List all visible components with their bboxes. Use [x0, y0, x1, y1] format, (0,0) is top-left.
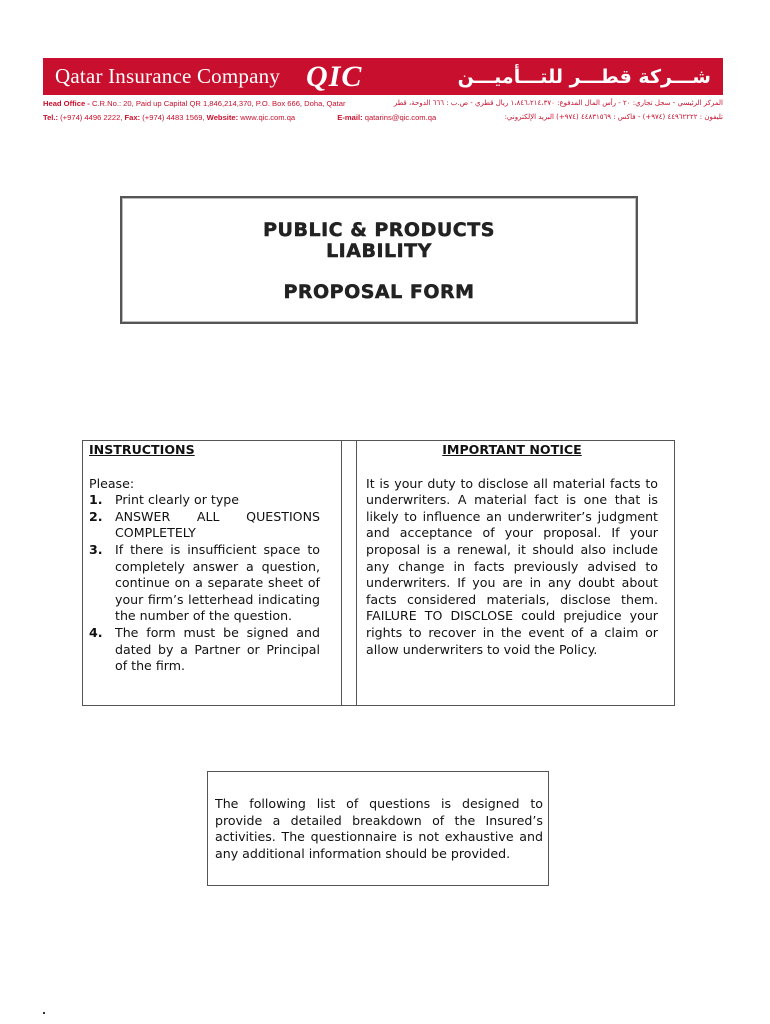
head-office-label: Head Office -	[43, 99, 90, 108]
instructions-list	[89, 492, 320, 675]
email-label: E-mail:	[337, 113, 363, 122]
item-text: If there is insufficient space to completely answer a question, continue on a separate sheet of your firm’s letterhead indicating the number of the question.	[115, 541, 320, 624]
list-item	[89, 625, 320, 675]
company-name-en: Qatar Insurance Company	[55, 64, 281, 88]
list-item	[89, 542, 320, 625]
tel-label: Tel.:	[43, 113, 59, 122]
head-office-text: C.R.No.: 20, Paid up Capital QR 1,846,214,370, P.O. Box 666, Doha, Qatar	[89, 99, 346, 108]
instructions-heading: INSTRUCTIONS	[89, 442, 195, 457]
item-number: 4.	[89, 624, 103, 640]
title-line-3: PROPOSAL FORM	[283, 281, 475, 303]
item-number: 3.	[89, 541, 103, 557]
questionnaire-info-text: The following list of questions is designed to provide a detailed breakdown of the Insured’s activities. The questionnaire is not exhaustive and any additional information should be provided.	[215, 796, 543, 861]
fax-label: Fax:	[124, 113, 141, 122]
item-text: Print clearly or type	[115, 492, 240, 508]
header-banner	[43, 58, 723, 95]
list-item	[89, 509, 320, 542]
company-name-ar: شـــركة قطـــر للتـــأميـــن	[457, 65, 711, 88]
email-link[interactable]: qatarins@qic.com.qa	[362, 113, 437, 122]
item-number: 2.	[89, 508, 103, 524]
page-mark	[43, 1012, 45, 1014]
notice-heading: IMPORTANT NOTICE	[442, 442, 582, 457]
item-text: ANSWER ALL QUESTIONS COMPLETELY	[115, 508, 320, 541]
title-box	[120, 196, 638, 324]
website-label: Website:	[206, 113, 239, 122]
contact-line	[43, 113, 723, 122]
title-line-2: LIABILITY	[326, 240, 432, 262]
instructions-intro: Please:	[89, 475, 135, 491]
item-text: The form must be signed and dated by a Partner or Principal of the firm.	[115, 624, 320, 674]
notice-column	[366, 442, 658, 658]
notice-text: It is your duty to disclose all material facts to underwriters. A material fact is one that is likely to influence an underwriter’s judgment and acceptance of your proposal. If your proposal is a renewal, it should also include any change in facts previously advised to underwriters. If you are in any doubt about facts considered materials, disclose them. FAILURE TO DISCLOSE could prejudice your rights to recover in the event of a claim or allow underwriters to void the Policy.	[366, 475, 658, 657]
head-office-text-ar: المركز الرئيسي - سجل تجاري: ٢٠ - رأس المال المدفوع: ١،٨٤٦،٢١٤،٣٧٠ ريال قطري - ص.ب : ٦٦٦ الدوحة، قطر	[393, 99, 723, 107]
head-office-line	[43, 99, 723, 108]
title-line-1: PUBLIC & PRODUCTS	[263, 219, 495, 241]
contact-text-ar: تليفون : ٤٤٩٦٢٢٢٢ (٩٧٤+) - فاكس : ٤٤٨٣١٥٦٩ (٩٧٤+) البريد الإلكتروني:	[504, 113, 723, 121]
tel-value: (+974) 4496 2222,	[58, 113, 125, 122]
column-divider	[356, 441, 357, 705]
fax-value: (+974) 4483 1569,	[140, 113, 207, 122]
qic-logo: QIC	[306, 59, 363, 93]
list-item	[89, 492, 320, 509]
instructions-notice-box	[82, 440, 675, 706]
questionnaire-info-box	[207, 771, 549, 886]
website-link[interactable]: www.qic.com.qa	[238, 113, 296, 122]
column-divider	[341, 441, 342, 705]
instructions-column	[89, 442, 320, 675]
item-number: 1.	[89, 492, 103, 508]
